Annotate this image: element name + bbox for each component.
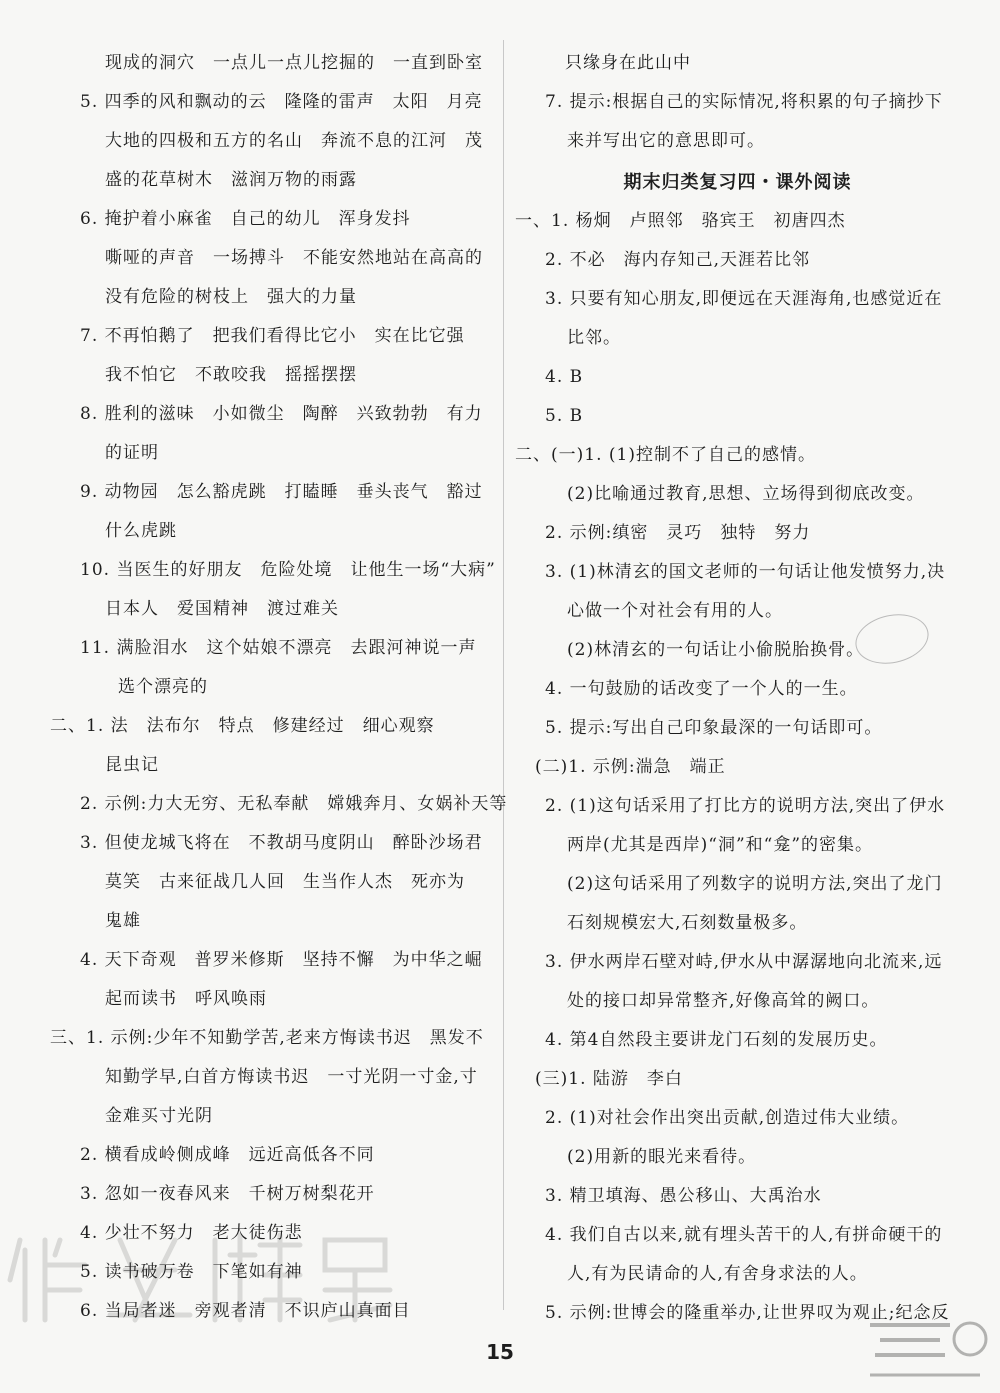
section-line: 二、1. 法 法布尔 特点 修建经过 细心观察	[50, 716, 435, 736]
text-line: 6. 掩护着小麻雀 自己的幼儿 浑身发抖	[80, 209, 411, 229]
text-line: 选个漂亮的	[118, 677, 208, 697]
text-line: 4. 我们自古以来,就有埋头苦干的人,有拼命硬干的	[545, 1225, 943, 1245]
text-line: 处的接口却异常整齐,好像高耸的阙口。	[567, 991, 880, 1011]
text-line: 4. B	[545, 367, 584, 387]
text-line: 什么虎跳	[105, 521, 177, 541]
text-line: 石刻规模宏大,石刻数量极多。	[567, 913, 808, 933]
text-line: 比邻。	[567, 328, 621, 348]
text-line: 10. 当医生的好朋友 危险处境 让他生一场“大病”	[80, 560, 496, 580]
text-line: 人,有为民请命的人,有舍身求法的人。	[567, 1264, 868, 1284]
text-line: 7. 不再怕鹅了 把我们看得比它小 实在比它强	[80, 326, 465, 346]
text-line: 5. 读书破万卷 下笔如有神	[80, 1262, 303, 1282]
text-line: 盛的花草树木 滋润万物的雨露	[105, 170, 357, 190]
text-line: 鬼雄	[105, 911, 141, 931]
text-line: (2)林清玄的一句话让小偷脱胎换骨。	[567, 640, 865, 660]
text-line: 2. 示例:力大无穷、无私奉献 嫦娥奔月、女娲补天等	[80, 794, 508, 814]
text-line: 3. 但使龙城飞将在 不教胡马度阴山 醉卧沙场君	[80, 833, 483, 853]
text-line: 2. 横看成岭侧成峰 远近高低各不同	[80, 1145, 375, 1165]
column-divider	[503, 40, 504, 1310]
text-line: 我不怕它 不敢咬我 摇摇摆摆	[105, 365, 357, 385]
text-line: 现成的洞穴 一点儿一点儿挖掘的 一直到卧室	[105, 53, 483, 73]
section-line: 二、(一)1. (1)控制不了自己的感情。	[515, 445, 816, 465]
text-line: 3. 伊水两岸石壁对峙,伊水从中潺潺地向北流来,远	[545, 952, 943, 972]
section-heading: 期末归类复习四・课外阅读	[623, 172, 852, 193]
text-line: 没有危险的树枝上 强大的力量	[105, 287, 357, 307]
text-line: 心做一个对社会有用的人。	[567, 601, 783, 621]
text-line: 4. 第4自然段主要讲龙门石刻的发展历史。	[545, 1030, 888, 1050]
text-line: 2. 示例:缜密 灵巧 独特 努力	[545, 523, 811, 543]
text-line: (2)这句话采用了列数字的说明方法,突出了龙门	[567, 874, 943, 894]
text-line: 大地的四极和五方的名山 奔流不息的江河 茂	[105, 131, 483, 151]
text-line: 11. 满脸泪水 这个姑娘不漂亮 去跟河神说一声	[80, 638, 477, 658]
text-line: 3. (1)林清玄的国文老师的一句话让他发愤努力,决	[545, 562, 946, 582]
text-line: 3. 只要有知心朋友,即便远在天涯海角,也感觉近在	[545, 289, 943, 309]
text-line: 8. 胜利的滋味 小如微尘 陶醉 兴致勃勃 有力	[80, 404, 483, 424]
text-line: 4. 一句鼓励的话改变了一个人的一生。	[545, 679, 858, 699]
text-line: 5. 提示:写出自己印象最深的一句话即可。	[545, 718, 883, 738]
text-line: 3. 精卫填海、愚公移山、大禹治水	[545, 1186, 822, 1206]
text-line: (三)1. 陆游 李白	[535, 1069, 683, 1089]
text-line: 知勤学早,白首方悔读书迟 一寸光阴一寸金,寸	[105, 1067, 478, 1087]
text-line: 5. B	[545, 406, 584, 426]
watermark-logo	[0, 1210, 420, 1330]
text-line: 起而读书 呼风唤雨	[105, 989, 267, 1009]
text-line: 4. 少壮不努力 老大徒伤悲	[80, 1223, 303, 1243]
text-line: (2)比喻通过教育,思想、立场得到彻底改变。	[567, 484, 925, 504]
text-line: 2. (1)这句话采用了打比方的说明方法,突出了伊水	[545, 796, 946, 816]
section-line: 三、1. 示例:少年不知勤学苦,老来方悔读书迟 黑发不	[50, 1028, 484, 1048]
text-line: 来并写出它的意思即可。	[567, 131, 765, 151]
text-line: 金难买寸光阴	[105, 1106, 213, 1126]
page-number: 15	[486, 1340, 514, 1364]
text-line: 5. 四季的风和飘动的云 隆隆的雷声 太阳 月亮	[80, 92, 483, 112]
text-line: 7. 提示:根据自己的实际情况,将积累的句子摘抄下	[545, 92, 943, 112]
text-line: 4. 天下奇观 普罗米修斯 坚持不懈 为中华之崛	[80, 950, 483, 970]
text-line: 6. 当局者迷 旁观者清 不识庐山真面目	[80, 1301, 411, 1321]
text-line: 3. 忽如一夜春风来 千树万树梨花开	[80, 1184, 375, 1204]
text-line: 2. 不必 海内存知己,天涯若比邻	[545, 250, 811, 270]
text-line: 日本人 爱国精神 渡过难关	[105, 599, 339, 619]
section-line: 一、1. 杨炯 卢照邻 骆宾王 初唐四杰	[515, 211, 846, 231]
text-line: 莫笑 古来征战几人回 生当作人杰 死亦为	[105, 872, 465, 892]
text-line: 昆虫记	[105, 755, 159, 775]
text-line: (二)1. 示例:湍急 端正	[535, 757, 726, 777]
text-line: 9. 动物园 怎么豁虎跳 打瞌睡 垂头丧气 豁过	[80, 482, 483, 502]
text-line: (2)用新的眼光来看待。	[567, 1147, 757, 1167]
text-line: 2. (1)对社会作出突出贡献,创造过伟大业绩。	[545, 1108, 910, 1128]
text-line: 两岸(尤其是西岸)“洞”和“龛”的密集。	[567, 835, 874, 855]
text-line: 只缘身在此山中	[565, 53, 691, 73]
text-line: 嘶哑的声音 一场搏斗 不能安然地站在高高的	[105, 248, 483, 268]
text-line: 的证明	[105, 443, 159, 463]
text-line: 5. 示例:世博会的隆重举办,让世界叹为观止;纪念反	[545, 1303, 950, 1323]
